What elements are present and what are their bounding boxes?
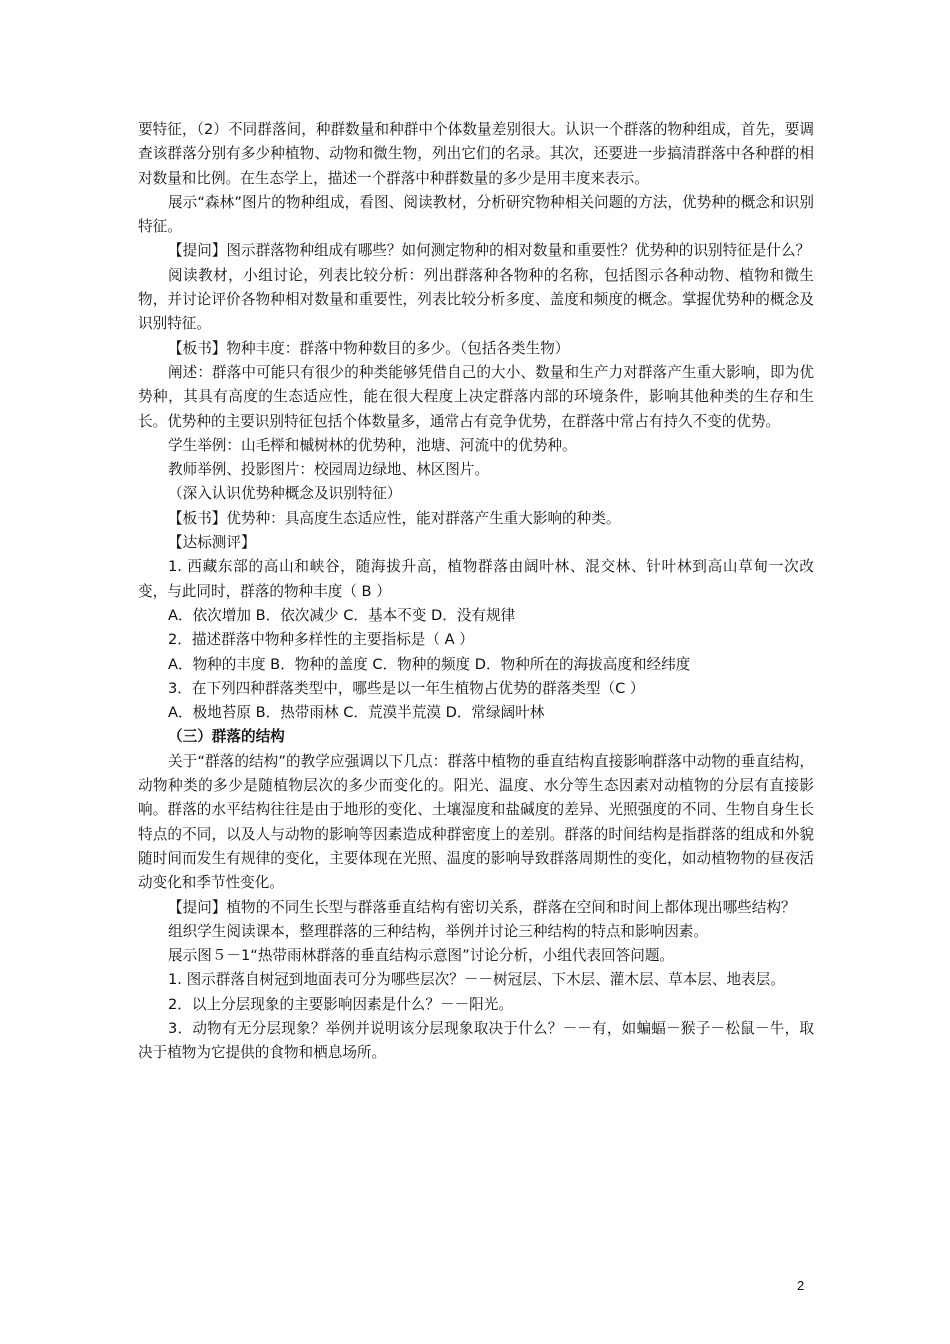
paragraph: 2．以上分层现象的主要影响因素是什么？－－阳光。: [168, 995, 513, 1013]
paragraph: （深入认识优势种概念及识别特征）: [168, 485, 402, 503]
section-heading: （三）群落的结构: [168, 728, 285, 746]
paragraph: 教师举例、投影图片：校园周边绿地、林区图片。: [168, 461, 490, 479]
paragraph: 1. 图示群落自树冠到地面表可分为哪些层次？－－树冠层、下木层、灌木层、草本层、地表层。: [168, 971, 785, 989]
page-number: 2: [797, 1278, 805, 1293]
question-1-options: A．依次增加 B．依次减少 C．基本不变 D．没有规律: [168, 606, 516, 624]
paragraph: 【板书】物种丰度：群落中物种数目的多少。（包括各类生物）: [168, 339, 570, 357]
paragraph: 【提问】植物的不同生长型与群落垂直结构有密切关系，群落在空间和时间上都体现出哪些结构？: [168, 898, 796, 916]
paragraph: 【板书】优势种：具高度生态适应性，能对群落产生重大影响的种类。: [168, 509, 621, 527]
paragraph: 展示“森林”图片的物种组成，看图、阅读教材，分析研究物种相关问题的方法，优势种的概念和识别特征。: [138, 193, 814, 236]
paragraph: 【达标测评】: [168, 534, 256, 552]
paragraph: 阅读教材，小组讨论，列表比较分析：列出群落种各物种的名称，包括图示各种动物、植物和微生物，并讨论评价各物种相对数量和重要性，列表比较分析多度、盖度和频度的概念。掌握优势种的概念及识别特征。: [138, 266, 814, 333]
paragraph: 组织学生阅读课本，整理群落的三种结构，举例并讨论三种结构的特点和影响因素。: [168, 922, 708, 940]
question-2-options: A．物种的丰度 B．物种的盖度 C．物种的频度 D．物种所在的海拔高度和经纬度: [168, 655, 691, 673]
paragraph: 【提问】图示群落物种组成有哪些？如何测定物种的相对数量和重要性？优势种的识别特征是什么？: [168, 242, 811, 260]
question-3: 3．在下列四种群落类型中，哪些是以一年生植物占优势的群落类型（C ）: [168, 679, 645, 697]
paragraph: 阐述：群落中可能只有很少的种类能够凭借自己的大小、数量和生产力对群落产生重大影响，即为优势种，其具有高度的生态适应性，能在很大程度上决定群落内部的环境条件，影响其他种类的生存和生长。优势种的主要识别特征包括个体数量多，通常占有竞争优势，在群落中常占有持久不变的优势。: [138, 363, 814, 430]
paragraph: 3．动物有无分层现象？举例并说明该分层现象取决于什么？－－有，如蝙蝠－猴子－松鼠－牛，取决于植物为它提供的食物和栖息场所。: [138, 1019, 814, 1062]
paragraph: 展示图５－1“热带雨林群落的垂直结构示意图”讨论分析，小组代表回答问题。: [168, 947, 675, 965]
question-1: 1. 西藏东部的高山和峡谷，随海拔升高，植物群落由阔叶林、混交林、针叶林到高山草甸一次改变，与此同时，群落的物种丰度（ B ）: [138, 558, 814, 600]
page-body: [138, 118, 814, 1066]
paragraph: 学生举例：山毛榉和槭树林的优势种，池塘、河流中的优势种。: [168, 436, 577, 454]
paragraph: 关于“群落的结构”的教学应强调以下几点：群落中植物的垂直结构直接影响群落中动物的垂直结构，动物种类的多少是随植物层次的多少而变化的。阳光、温度、水分等生态因素对动植物的分层有直接影响。群落的水平结构往往是由于地形的变化、土壤湿度和盐碱度的差异、光照强度的不同、生物自身生长特点的不同，以及人与动物的影响等因素造成种群密度上的差别。群落的时间结构是指群落的组成和外貌随时间而发生有规律的变化，主要体现在光照、温度的影响导致群落周期性的变化，如动植物物的昼夜活动变化和季节性变化。: [138, 752, 814, 892]
question-2: 2．描述群落中物种多样性的主要指标是（ A ）: [168, 631, 474, 649]
paragraph: 要特征，（2）不同群落间，种群数量和种群中个体数量差别很大。认识一个群落的物种组成，首先，要调查该群落分别有多少种植物、动物和微生物，列出它们的名录。其次，还要进一步搞清群落中各种群的相对数量和比例。在生态学上，描述一个群落中种群数量的多少是用丰度来表示。: [138, 121, 814, 187]
question-3-options: A．极地苔原 B．热带雨林 C．荒漠半荒漠 D．常绿阔叶林: [168, 704, 545, 722]
